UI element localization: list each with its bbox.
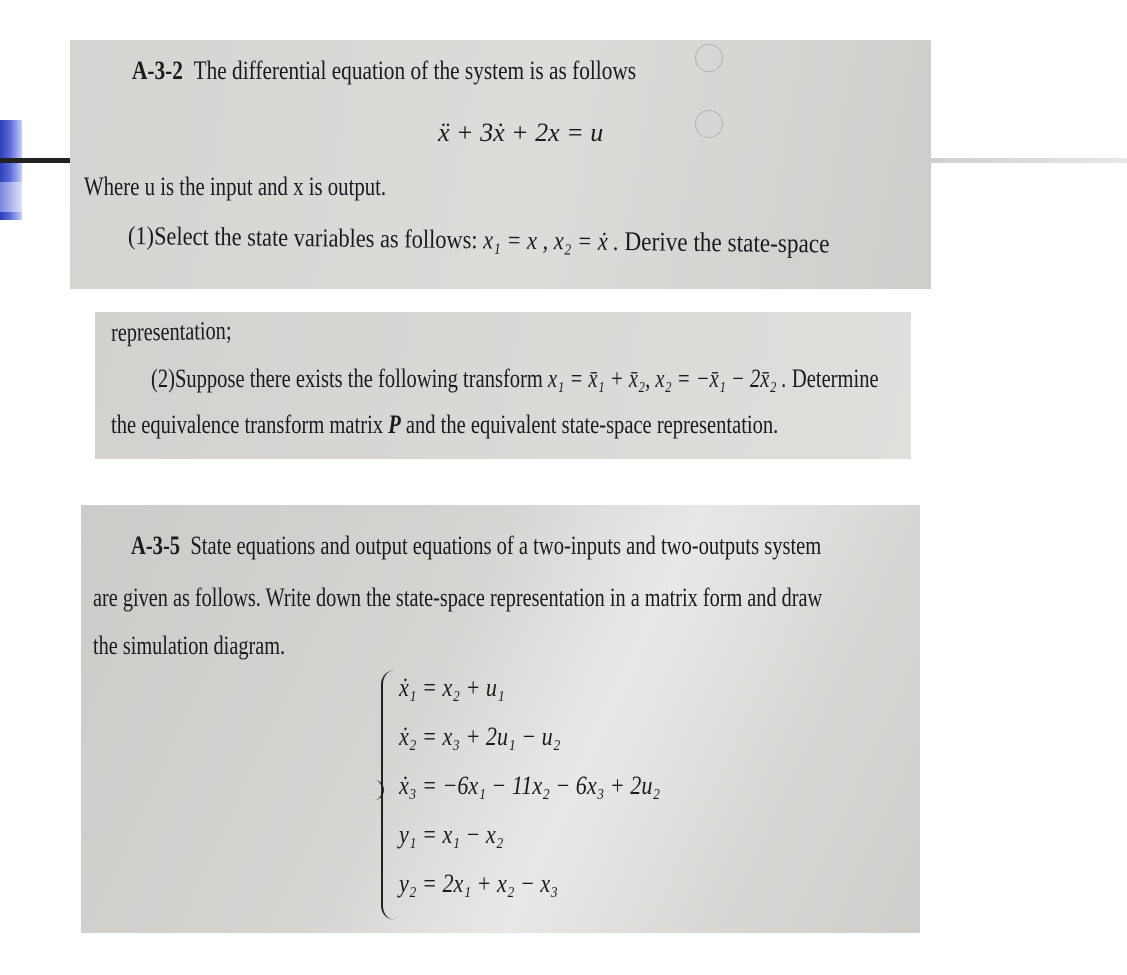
problem-a35-photo xyxy=(81,505,920,933)
output-equation-2: y₂ = 2x₁ + x₂ − x₃ xyxy=(399,869,558,898)
part2-tail: Determine xyxy=(791,364,879,393)
problem-a35-line2: are given as follows. Write down the state-space representation in a matrix form and draw xyxy=(93,583,823,612)
bleed-through-mark xyxy=(695,44,723,72)
output-equation-1: y₁ = x₁ − x₂ xyxy=(399,820,504,849)
part2-line2 xyxy=(111,410,778,440)
part1-tail: Derive the state-space xyxy=(624,226,830,259)
slide-divider-left xyxy=(0,158,74,163)
problem-label: A-3-5 xyxy=(131,531,181,560)
problem-a32-heading xyxy=(132,56,636,86)
state-equation-2: ẋ₂ = x₃ + 2u₁ − u₂ xyxy=(399,722,561,751)
slide-divider-right xyxy=(930,158,1127,163)
problem-intro: The differential equation of the system is as follows xyxy=(193,56,637,85)
problem-a32-photo-bottom xyxy=(95,312,911,459)
problem-a32-photo-top xyxy=(70,40,931,289)
equation-system-brace xyxy=(381,670,399,920)
part1-text: (1)Select the state variables as follows: xyxy=(127,221,478,255)
problem-a35-heading xyxy=(131,531,821,561)
part2-line2-a: the equivalence transform matrix xyxy=(111,410,384,439)
problem-label: A-3-2 xyxy=(132,56,183,85)
part1-continuation: representation; xyxy=(110,315,232,347)
state-equation-1: ẋ₁ = x₂ + u₁ xyxy=(399,673,505,702)
part1-line xyxy=(128,220,830,260)
transform-matrix-symbol: P xyxy=(388,410,401,439)
part2-transform: x₁ = x̄₁ + x̄₂, x₂ = −x̄₁ − 2x̄₂ . xyxy=(548,364,787,393)
differential-equation: ẍ + 3ẋ + 2x = u xyxy=(438,118,604,147)
state-equation-3: ẋ₃ = −6x₁ − 11x₂ − 6x₃ + 2u₂ xyxy=(399,771,661,800)
where-text: Where u is the input and x is output. xyxy=(84,172,387,201)
slide-accent-block xyxy=(0,120,22,220)
part2-line2-b: and the equivalent state-space representation. xyxy=(405,410,779,439)
part2-line xyxy=(151,364,879,394)
problem-a35-line3: the simulation diagram. xyxy=(93,631,286,660)
part1-state-vars: x₁ = x , x₂ = ẋ . xyxy=(483,225,620,256)
part2-text: (2)Suppose there exists the following transform xyxy=(151,364,543,393)
problem-a35-line1: State equations and output equations of a two-inputs and two-outputs system xyxy=(190,531,822,560)
bleed-through-mark xyxy=(695,110,723,138)
